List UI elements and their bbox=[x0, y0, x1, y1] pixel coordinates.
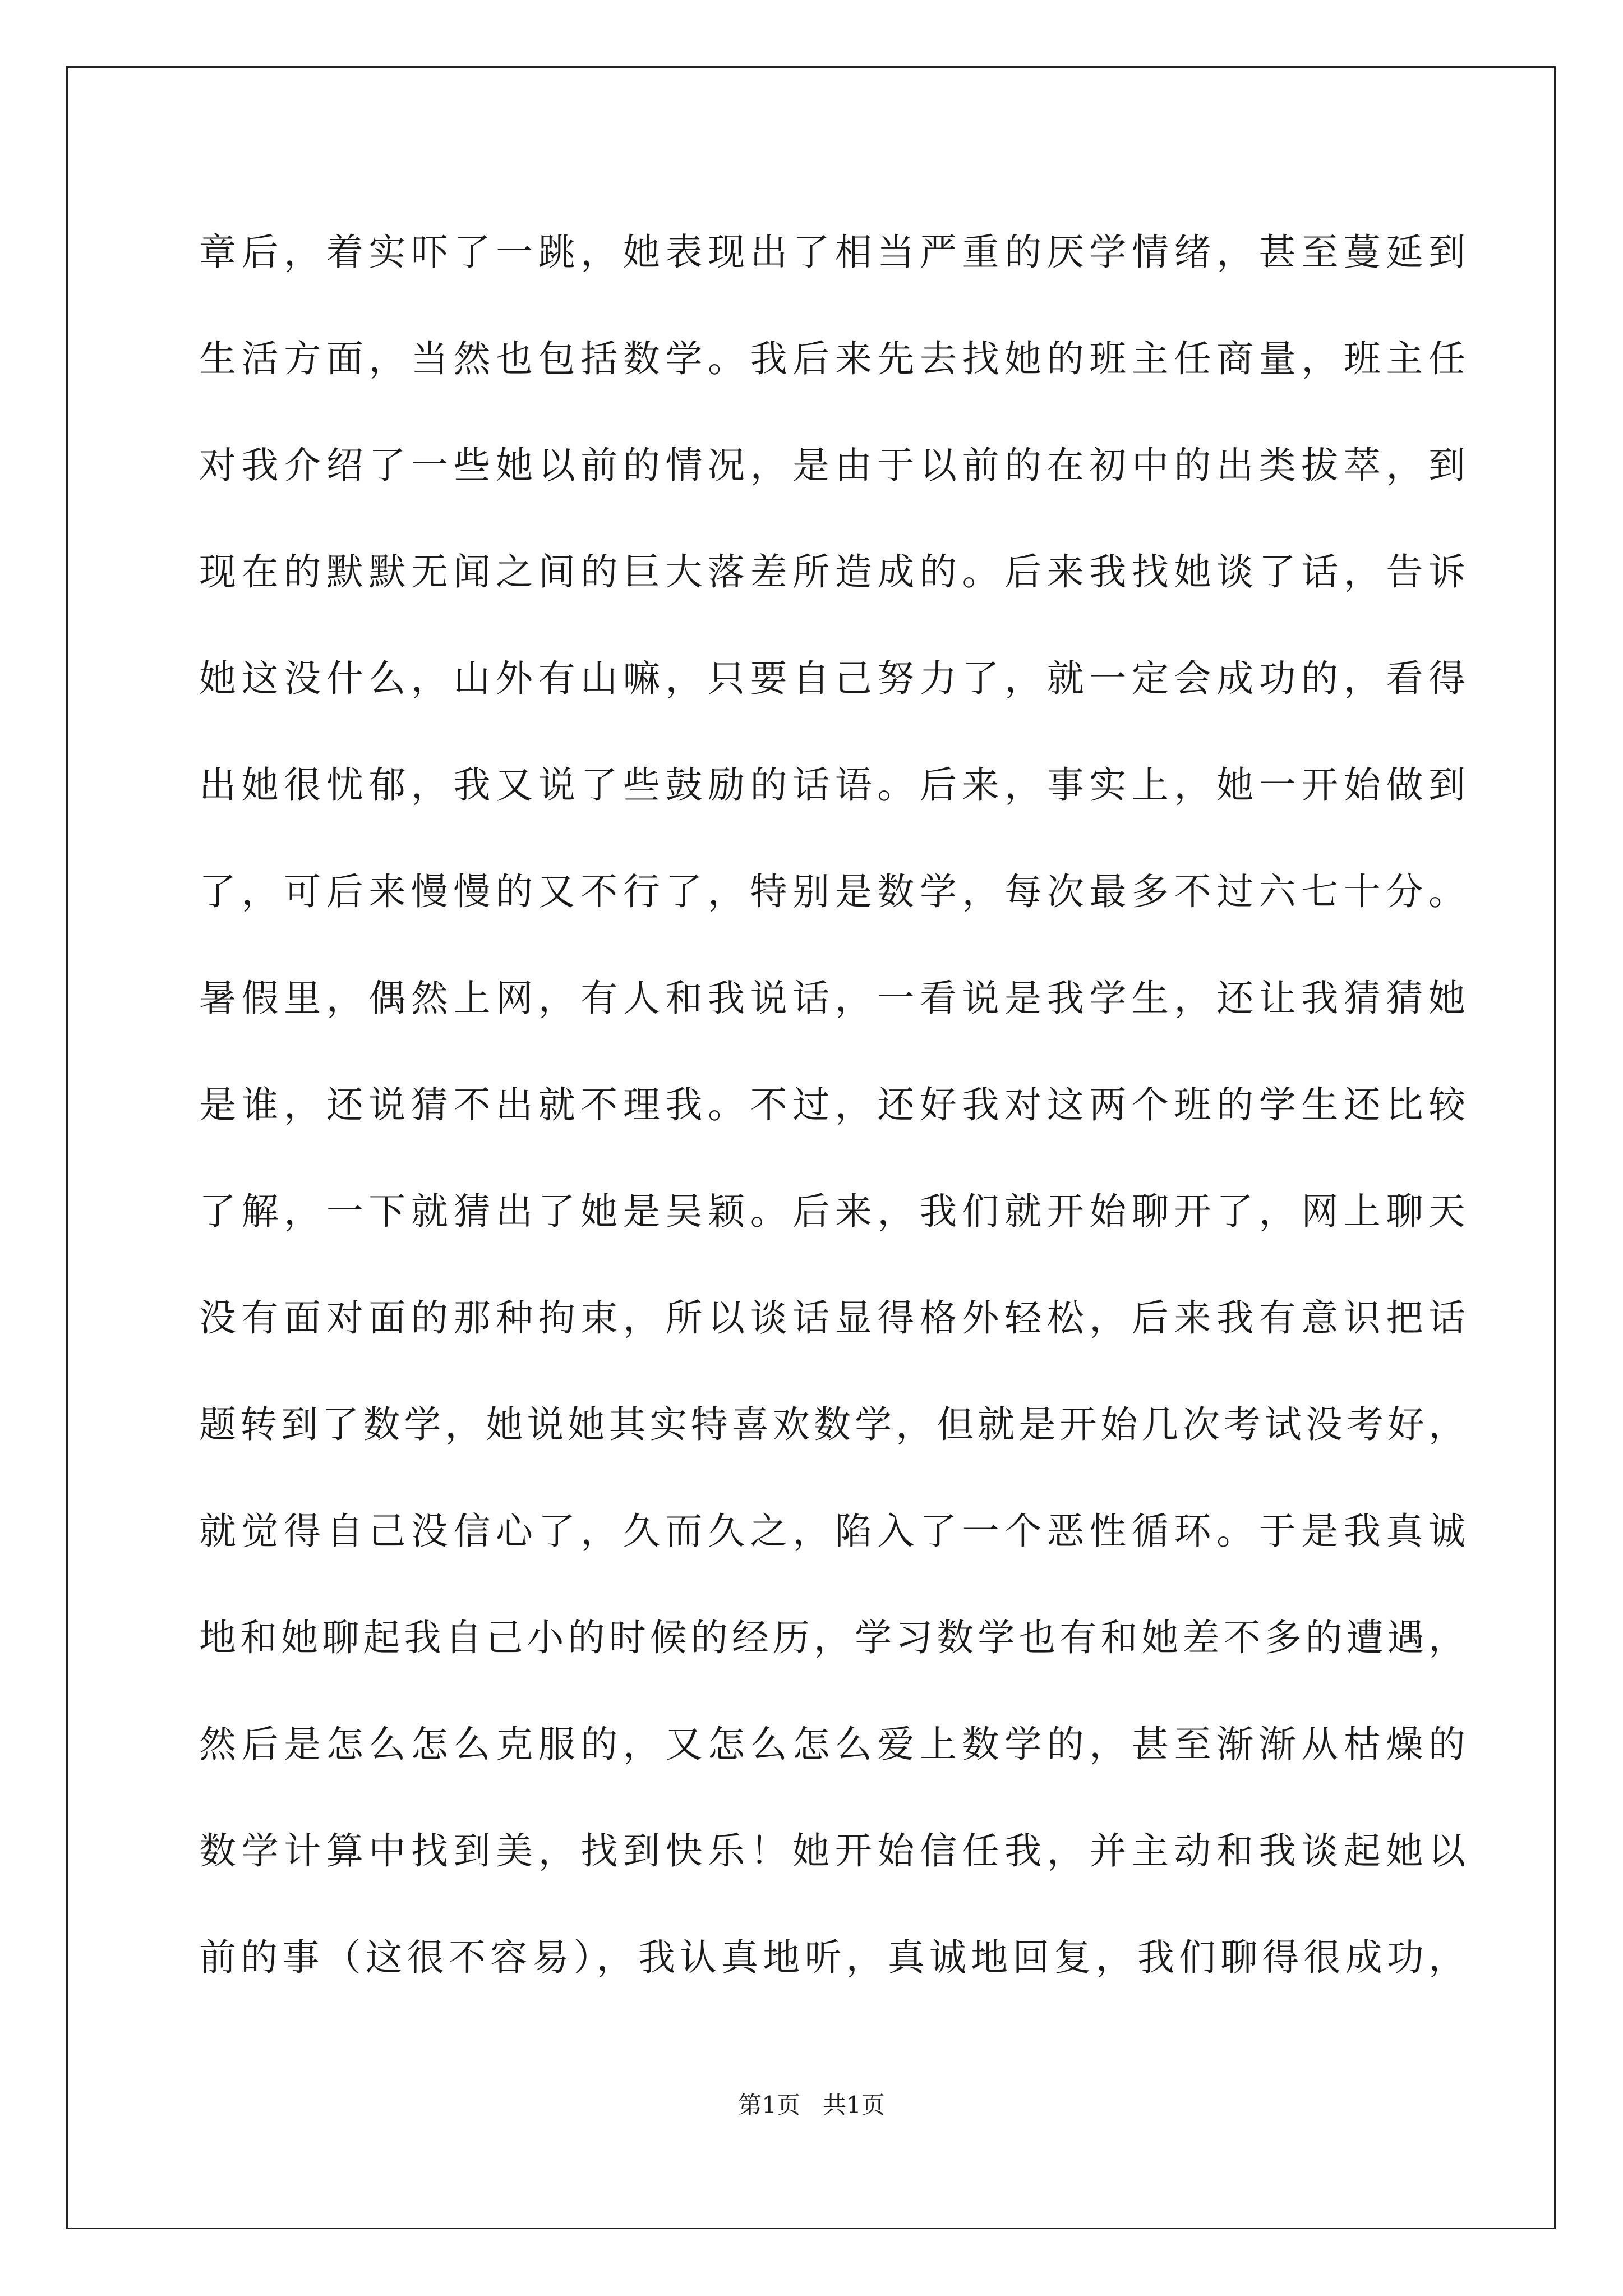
text-line: 是谁，还说猜不出就不理我。不过，还好我对这两个班的学生还比较 bbox=[199, 1083, 1467, 1126]
text-line: 数学计算中找到美，找到快乐！她开始信任我，并主动和我谈起她以 bbox=[199, 1829, 1467, 1872]
text-line: 题转到了数学，她说她其实特喜欢数学，但就是开始几次考试没考好， bbox=[199, 1403, 1467, 1446]
text-line: 就觉得自己没信心了，久而久之，陷入了一个恶性循环。于是我真诚 bbox=[199, 1510, 1467, 1553]
text-line: 生活方面，当然也包括数学。我后来先去找她的班主任商量，班主任 bbox=[199, 337, 1467, 380]
text-line: 没有面对面的那种拘束，所以谈话显得格外轻松，后来我有意识把话 bbox=[199, 1296, 1467, 1340]
text-line: 了解，一下就猜出了她是吴颖。后来，我们就开始聊开了，网上聊天 bbox=[199, 1190, 1467, 1233]
document-body bbox=[199, 199, 1467, 2011]
text-line: 了，可后来慢慢的又不行了，特别是数学，每次最多不过六七十分。 bbox=[199, 870, 1467, 913]
text-line: 现在的默默无闻之间的巨大落差所造成的。后来我找她谈了话，告诉 bbox=[199, 550, 1467, 593]
text-line: 暑假里，偶然上网，有人和我说话，一看说是我学生，还让我猜猜她 bbox=[199, 977, 1467, 1020]
text-line: 出她很忧郁，我又说了些鼓励的话语。后来，事实上，她一开始做到 bbox=[199, 763, 1467, 807]
text-line: 对我介绍了一些她以前的情况，是由于以前的在初中的出类拔萃，到 bbox=[199, 444, 1467, 487]
text-line: 然后是怎么怎么克服的，又怎么怎么爱上数学的，甚至渐渐从枯燥的 bbox=[199, 1723, 1467, 1766]
page-number-footer: 第1页 共1页 bbox=[738, 2091, 885, 2119]
text-line: 地和她聊起我自己小的时候的经历，学习数学也有和她差不多的遭遇， bbox=[199, 1616, 1467, 1659]
text-line: 她这没什么，山外有山嘛，只要自己努力了，就一定会成功的，看得 bbox=[199, 657, 1467, 700]
text-line: 前的事（这很不容易），我认真地听，真诚地回复，我们聊得很成功， bbox=[199, 1936, 1467, 1979]
text-line: 章后，着实吓了一跳，她表现出了相当严重的厌学情绪，甚至蔓延到 bbox=[199, 231, 1467, 274]
